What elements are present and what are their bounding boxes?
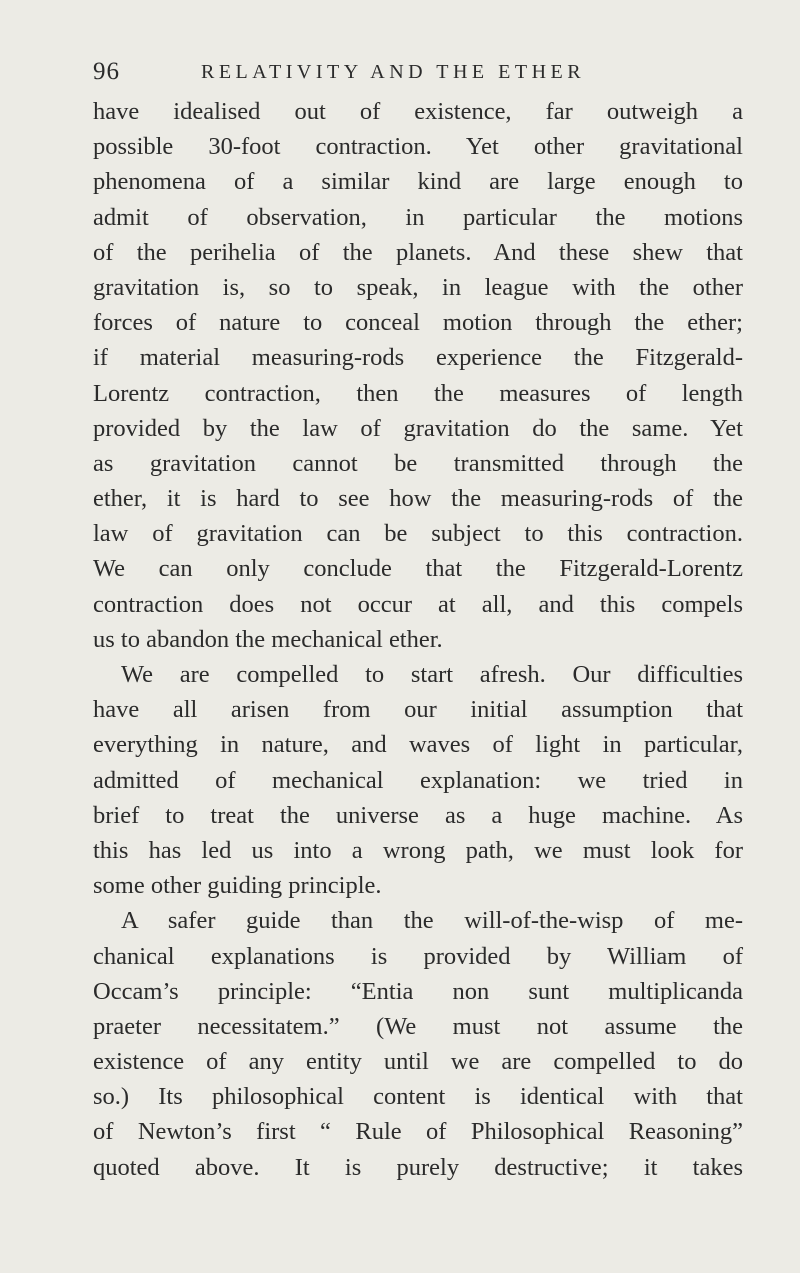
paragraph-end-line: us to abandon the mechanical ether. (93, 625, 443, 653)
text-line: everything in nature, and waves of light in particular, (93, 731, 743, 759)
text-line: contraction does not occur at all, and this compels (93, 590, 743, 618)
text-line: have idealised out of existence, far outweigh a (93, 98, 743, 125)
text-line: quoted above. It is purely destructive; it takes (93, 1153, 743, 1181)
text-line: brief to treat the universe as a huge machine. As (93, 801, 743, 829)
text-line: Lorentz contraction, then the measures of length (93, 379, 743, 407)
text-line: of the perihelia of the planets. And these shew that (93, 238, 743, 266)
text-line: so.) Its philosophical content is identical with that (93, 1083, 743, 1111)
text-line: existence of any entity until we are compelled to do (93, 1048, 743, 1076)
text-line: provided by the law of gravitation do the same. Yet (93, 414, 743, 442)
text-line: of Newton’s first “ Rule of Philosophical Reasoning” (93, 1118, 743, 1146)
text-line: chanical explanations is provided by William of (93, 942, 743, 970)
text-line: this has led us into a wrong path, we must look for (93, 836, 743, 864)
running-head (93, 58, 743, 90)
paragraph-start-line: A safer guide than the will-of-the-wisp of me- (121, 907, 743, 935)
text-line: forces of nature to conceal motion through the ether; (93, 309, 743, 337)
paragraph-start-line: We are compelled to start afresh. Our difficulties (121, 661, 743, 688)
text-line: if material measuring-rods experience the Fitzgerald- (93, 344, 743, 372)
text-line: praeter necessitatem.” (We must not assume the (93, 1012, 743, 1040)
text-line: Occam’s principle: “Entia non sunt multiplicanda (93, 977, 743, 1005)
text-line: law of gravitation can be subject to this contraction. (93, 520, 743, 548)
running-title: RELATIVITY AND THE ETHER (201, 61, 586, 83)
page-number: 96 (93, 58, 120, 85)
text-line: have all arisen from our initial assumption that (93, 696, 743, 724)
text-line: phenomena of a similar kind are large enough to (93, 168, 743, 196)
text-line: admit of observation, in particular the motions (93, 203, 743, 231)
text-line: We can only conclude that the Fitzgerald-Lorentz (93, 555, 743, 583)
text-line: possible 30-foot contraction. Yet other gravitational (93, 133, 743, 161)
paragraph-end-line: some other guiding principle. (93, 872, 382, 900)
text-line: as gravitation cannot be transmitted through the (93, 449, 743, 477)
text-line: gravitation is, so to speak, in league with the other (93, 273, 743, 301)
body-text (93, 94, 743, 1185)
text-line: admitted of mechanical explanation: we tried in (93, 766, 743, 794)
text-line: ether, it is hard to see how the measuring-rods of the (93, 485, 743, 513)
